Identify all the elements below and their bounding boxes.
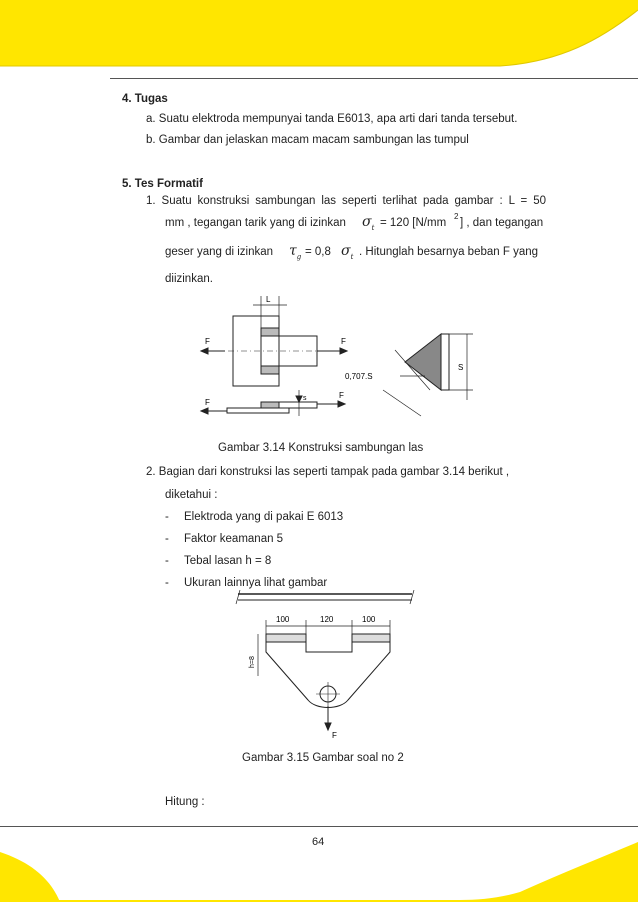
label-F-side-right: F: [339, 391, 344, 400]
q2-item-4: Ukuran lainnya lihat gambar: [184, 577, 328, 589]
weld-band-left: [266, 634, 306, 642]
label-F-right: F: [341, 337, 346, 346]
slot: [306, 634, 352, 652]
weld-bottom: [261, 366, 279, 374]
header-band: [0, 0, 638, 80]
sideview-s-arrowhead: [296, 396, 302, 402]
sideview-plate-lower: [227, 408, 289, 413]
q2-line2: diketahui :: [165, 489, 218, 501]
force-down-arrowhead: [325, 723, 331, 730]
dim-label-100-right: 100: [362, 615, 376, 624]
sideview-weld: [261, 402, 279, 408]
footer-band: [0, 822, 638, 902]
section5-heading: 5. Tes Formatif: [122, 178, 203, 190]
page-number: 64: [312, 836, 325, 848]
label-F-side-left: F: [205, 398, 210, 407]
q1-line2a: mm , tegangan tarik yang di izinkan: [165, 217, 346, 229]
weld-top: [261, 328, 279, 336]
label-F-down: F: [332, 731, 337, 740]
q2-item-1: Elektroda yang di pakai E 6013: [184, 511, 344, 523]
dim-label-100-left: 100: [276, 615, 290, 624]
q1-line3a: geser yang di izinkan: [165, 246, 274, 258]
figure-3-15: [230, 590, 420, 745]
q1-line4: diizinkan.: [165, 273, 213, 285]
footer-band-left-tip: [0, 852, 60, 902]
label-throat: 0,707.S: [345, 372, 373, 381]
q1-line2b: = 120 [N/mm: [380, 217, 447, 229]
q2-item-2: Faktor keamanan 5: [184, 533, 284, 545]
force-left-arrowhead: [201, 348, 208, 354]
sideview-arrowhead-left: [201, 408, 208, 414]
q1-line3b: = 0,8: [305, 246, 331, 258]
hitung-label: Hitung :: [165, 796, 205, 808]
superscript-2: 2: [454, 212, 459, 221]
label-F-left: F: [205, 337, 210, 346]
q2-dash-4: -: [165, 577, 169, 589]
sideview-arrowhead-right: [338, 401, 345, 407]
figure-3-14: [195, 290, 495, 420]
q1-line1: 1. Suatu konstruksi sambungan las seperti terlihat pada gambar : L = 50: [146, 195, 546, 207]
section4-heading: 4. Tugas: [122, 93, 168, 105]
q2-dash-1: -: [165, 511, 169, 523]
section4-item-b: b. Gambar dan jelaskan macam macam sambungan las tumpul: [146, 134, 469, 146]
figure1-caption: Gambar 3.14 Konstruksi sambungan las: [218, 442, 424, 454]
section4-item-a: a. Suatu elektroda mempunyai tanda E6013, apa arti dari tanda tersebut.: [146, 113, 518, 125]
beam-break-right: [410, 590, 414, 604]
tau-symbol: $\tau_g$: [289, 243, 302, 261]
label-h: h=8: [249, 656, 256, 668]
q2-dash-3: -: [165, 555, 169, 567]
figure2-caption: Gambar 3.15 Gambar soal no 2: [242, 752, 404, 764]
weld-band-right: [352, 634, 390, 642]
q2-line1: 2. Bagian dari konstruksi las seperti tampak pada gambar 3.14 berikut ,: [146, 466, 510, 478]
weld-triangle-outline: [441, 334, 449, 390]
q1-line3c: . Hitunglah besarnya beban F yang: [359, 246, 539, 258]
header-band-shape: [0, 0, 638, 66]
sigma-symbol-2: $\sigma_t$: [341, 243, 354, 261]
q2-item-3: Tebal lasan h = 8: [184, 555, 272, 567]
label-S: S: [458, 363, 464, 372]
footer-band-shape: [0, 842, 638, 902]
q1-line2c: ] , dan tegangan: [460, 217, 544, 229]
throat-dim: [383, 390, 421, 416]
q2-dash-2: -: [165, 533, 169, 545]
label-L: L: [266, 295, 271, 304]
label-s: s: [303, 395, 307, 402]
beam-break-left: [236, 590, 240, 604]
force-right-arrowhead: [340, 348, 347, 354]
sigma-symbol-1: $\sigma_t$: [362, 214, 375, 232]
header-rule: [110, 78, 638, 79]
dim-label-120: 120: [320, 615, 334, 624]
